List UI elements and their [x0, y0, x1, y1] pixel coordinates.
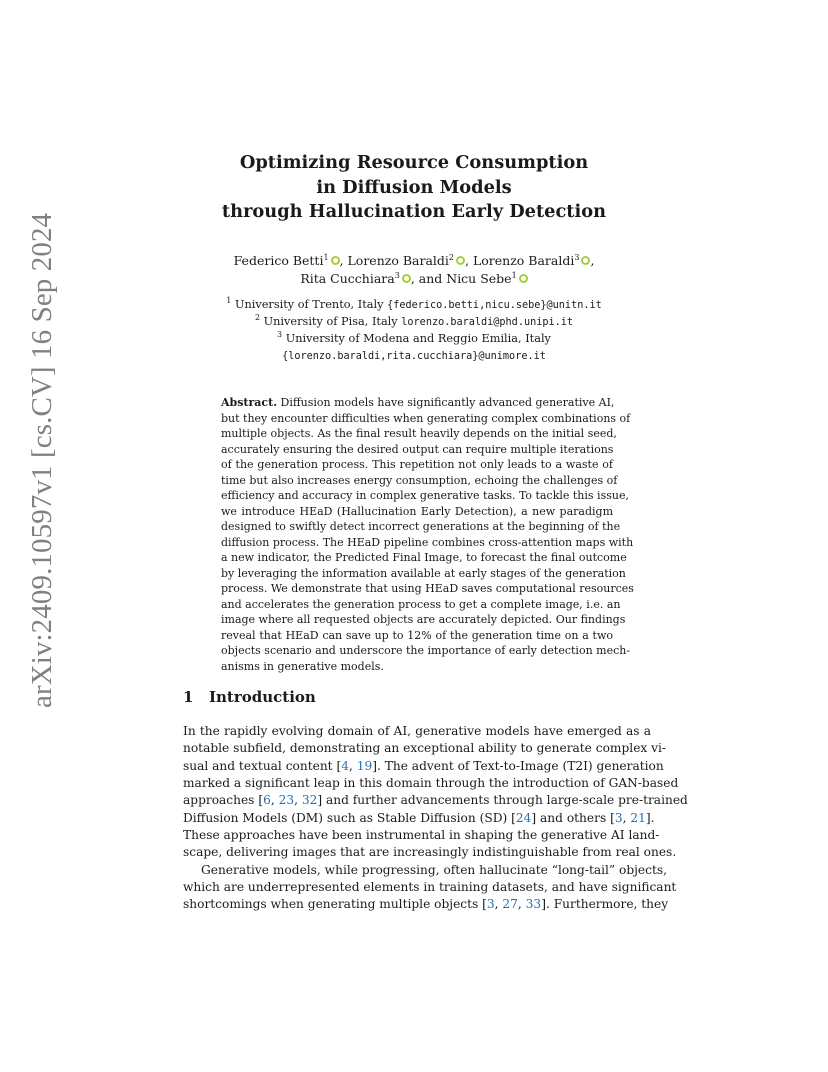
affiliation-line	[150, 314, 678, 331]
abstract-text: efficiency and accuracy in complex generative tasks. To tackle this issue,	[221, 489, 629, 502]
abstract-line	[221, 426, 617, 442]
affil-sup: 3	[277, 330, 283, 340]
paragraph-line	[183, 723, 651, 740]
author-name: Lorenzo Baraldi	[472, 253, 575, 268]
paragraph-text: ,	[348, 758, 357, 773]
orcid-icon[interactable]	[402, 274, 411, 283]
abstract-line	[221, 488, 629, 504]
section-number: 1	[183, 688, 194, 706]
paper-title	[150, 151, 678, 225]
paragraph-text: In the rapidly evolving domain of AI, generative models have emerged as a	[183, 724, 651, 738]
paragraph-text: notable subfield, demonstrating an exceptional ability to generate complex vi-	[183, 741, 667, 756]
abstract-text: diffusion process. The HEaD pipeline combines cross-attention maps with	[221, 535, 634, 549]
orcid-icon[interactable]	[456, 256, 465, 265]
paragraph-text: approaches [	[183, 793, 264, 808]
citation-link[interactable]: 3	[614, 810, 623, 825]
citation-link[interactable]: 24	[515, 810, 532, 825]
paragraph-text: shortcomings when generating multiple objects [	[183, 897, 487, 912]
abstract-line	[221, 504, 613, 520]
paragraph-text: ].	[645, 810, 655, 825]
abstract-text: image where all requested objects are accurately depicted. Our findings	[221, 613, 626, 626]
abstract-text: we introduce HEaD (Hallucination Early Detection), a new paradigm	[221, 504, 613, 518]
abstract-line	[221, 457, 613, 473]
paragraph-line	[183, 810, 655, 827]
abstract-text: by leveraging the information available at early stages of the generation	[221, 566, 626, 580]
title-line: Optimizing Resource Consumption	[239, 152, 589, 173]
section-heading	[183, 688, 316, 706]
affil-sup: 2	[254, 313, 261, 323]
author-affil-sup: 1	[511, 270, 517, 280]
abstract-text: of the generation process. This repetition not only leads to a waste of	[221, 458, 613, 471]
paragraph-text: ,	[622, 810, 631, 825]
arxiv-identifier: arXiv:2409.10597v1 [cs.CV] 16 Sep 2024	[26, 212, 58, 708]
paragraph-text: which are underrepresented elements in training datasets, and have significant	[183, 880, 677, 895]
affiliation-list	[150, 297, 678, 365]
orcid-icon[interactable]	[519, 274, 528, 283]
orcid-icon[interactable]	[331, 256, 340, 265]
paragraph-text: Diffusion Models (DM) such as Stable Diffusion (SD) [	[183, 810, 516, 825]
citation-link[interactable]: 33	[525, 897, 542, 912]
author-name: Nicu Sebe	[446, 270, 512, 286]
abstract	[221, 395, 634, 674]
paragraph-text: ,	[270, 793, 279, 808]
paragraph-line	[183, 896, 669, 913]
section-title: Introduction	[209, 688, 316, 706]
affil-email[interactable]: {federico.betti,nicu.sebe}@unitn.it	[387, 300, 602, 311]
abstract-line	[221, 519, 621, 535]
paragraph-text: ] and further advancements through large-scale pre-trained	[317, 793, 688, 808]
citation-link[interactable]: 21	[630, 810, 646, 825]
abstract-text: accurately ensuring the desired output can require multiple iterations	[221, 442, 614, 456]
abstract-line	[221, 581, 634, 597]
author-name: Lorenzo Baraldi	[347, 253, 449, 268]
paragraph-line	[183, 827, 660, 844]
affil-text: University of Trento, Italy	[234, 298, 388, 311]
author-affil-sup: 3	[574, 253, 580, 262]
citation-link[interactable]: 19	[356, 758, 373, 773]
paragraph-line	[183, 775, 679, 792]
paragraph-line	[183, 758, 664, 775]
abstract-line	[221, 643, 631, 659]
abstract-line	[221, 442, 613, 458]
paragraph-line	[183, 879, 677, 896]
citation-link[interactable]: 6	[263, 793, 271, 808]
introduction-body	[183, 723, 688, 914]
affiliation-line	[150, 297, 678, 314]
citation-link[interactable]: 4	[341, 758, 349, 773]
affil-email[interactable]: {lorenzo.baraldi,rita.cucchiara}@unimore.it	[282, 350, 546, 362]
paragraph-text: scape, delivering images that are increasingly indistinguishable from real ones.	[183, 845, 677, 860]
abstract-line	[221, 659, 613, 675]
abstract-line	[221, 550, 627, 566]
author-affil-sup: 2	[448, 253, 454, 262]
affil-email[interactable]: lorenzo.baraldi@phd.unipi.it	[401, 317, 574, 329]
abstract-text: but they encounter difficulties when generating complex combinations of	[221, 411, 631, 425]
abstract-line	[221, 612, 626, 628]
paragraph-text: Generative models, while progressing, often hallucinate “long-tail” objects,	[201, 862, 667, 877]
abstract-text: objects scenario and underscore the importance of early detection mech-	[221, 644, 631, 657]
abstract-text: time but also increases energy consumption, echoing the challenges of	[221, 473, 618, 487]
paragraph-line	[183, 844, 677, 861]
abstract-text: multiple objects. As the final result heavily depends on the initial seed,	[221, 427, 617, 440]
paragraph-text: ,	[294, 793, 302, 808]
abstract-text: and accelerates the generation process to get a complete image, i.e. an	[221, 597, 621, 611]
author-affil-sup: 1	[323, 253, 329, 262]
citation-link[interactable]: 23	[278, 793, 295, 808]
abstract-line	[221, 597, 621, 613]
author-name: Rita Cucchiara	[300, 270, 395, 286]
abstract-label: Abstract.	[221, 396, 278, 409]
author-list	[150, 252, 678, 288]
abstract-line	[221, 395, 613, 411]
author-and: and	[418, 270, 447, 286]
abstract-text: reveal that HEaD can save up to 12% of the generation time on a two	[221, 628, 613, 642]
citation-link[interactable]: 27	[502, 897, 518, 912]
abstract-text: process. We demonstrate that using HEaD saves computational resources	[221, 582, 634, 595]
abstract-line	[221, 566, 626, 582]
abstract-line	[221, 411, 631, 427]
orcid-icon[interactable]	[581, 256, 590, 265]
abstract-text: Diffusion models have significantly advanced generative AI,	[277, 396, 615, 409]
paragraph-text: ]. Furthermore, they	[541, 897, 669, 912]
citation-link[interactable]: 32	[301, 793, 318, 808]
paragraph-text: ,	[517, 897, 526, 912]
affiliation-line	[150, 348, 678, 365]
abstract-line	[221, 473, 618, 489]
paragraph-text: These approaches have been instrumental in shaping the generative AI land-	[183, 828, 660, 843]
affil-sup: 1	[226, 296, 232, 305]
paragraph-text: ]. The advent of Text-to-Image (T2I) generation	[372, 758, 664, 773]
paragraph-text: ] and others [	[531, 810, 615, 825]
author-line: Rita Cucchiara$^3$ , and Nicu Sebe$^1$	[150, 270, 678, 288]
paragraph-text: ,	[494, 897, 503, 912]
affil-text: University of Pisa, Italy	[263, 315, 402, 329]
author-affil-sup: 3	[394, 270, 400, 280]
paragraph-line	[183, 792, 688, 809]
abstract-line	[221, 535, 634, 551]
paragraph-text: marked a significant leap in this domain through the introduction of GAN-based	[183, 776, 679, 791]
paragraph-line	[183, 740, 667, 757]
title-line: in Diffusion Models	[316, 176, 512, 198]
author-line: Federico Betti$^1$ , Lorenzo Baraldi$^2$ , Lorenzo Baraldi$^3$ ,	[233, 253, 595, 268]
title-line: through Hallucination Early Detection	[221, 201, 607, 222]
abstract-text: designed to swiftly detect incorrect generations at the beginning of the	[221, 520, 621, 533]
abstract-text: anisms in generative models.	[221, 659, 384, 673]
abstract-text: a new indicator, the Predicted Final Image, to forecast the final outcome	[221, 551, 627, 564]
author-name: Federico Betti	[233, 253, 324, 268]
abstract-line	[221, 628, 613, 644]
affiliation-line	[150, 331, 678, 347]
citation-link[interactable]: 3	[486, 897, 495, 912]
affil-text: University of Modena and Reggio Emilia, Italy	[285, 332, 551, 346]
paragraph-text: sual and textual content [	[183, 758, 342, 773]
paragraph-line	[183, 862, 667, 879]
